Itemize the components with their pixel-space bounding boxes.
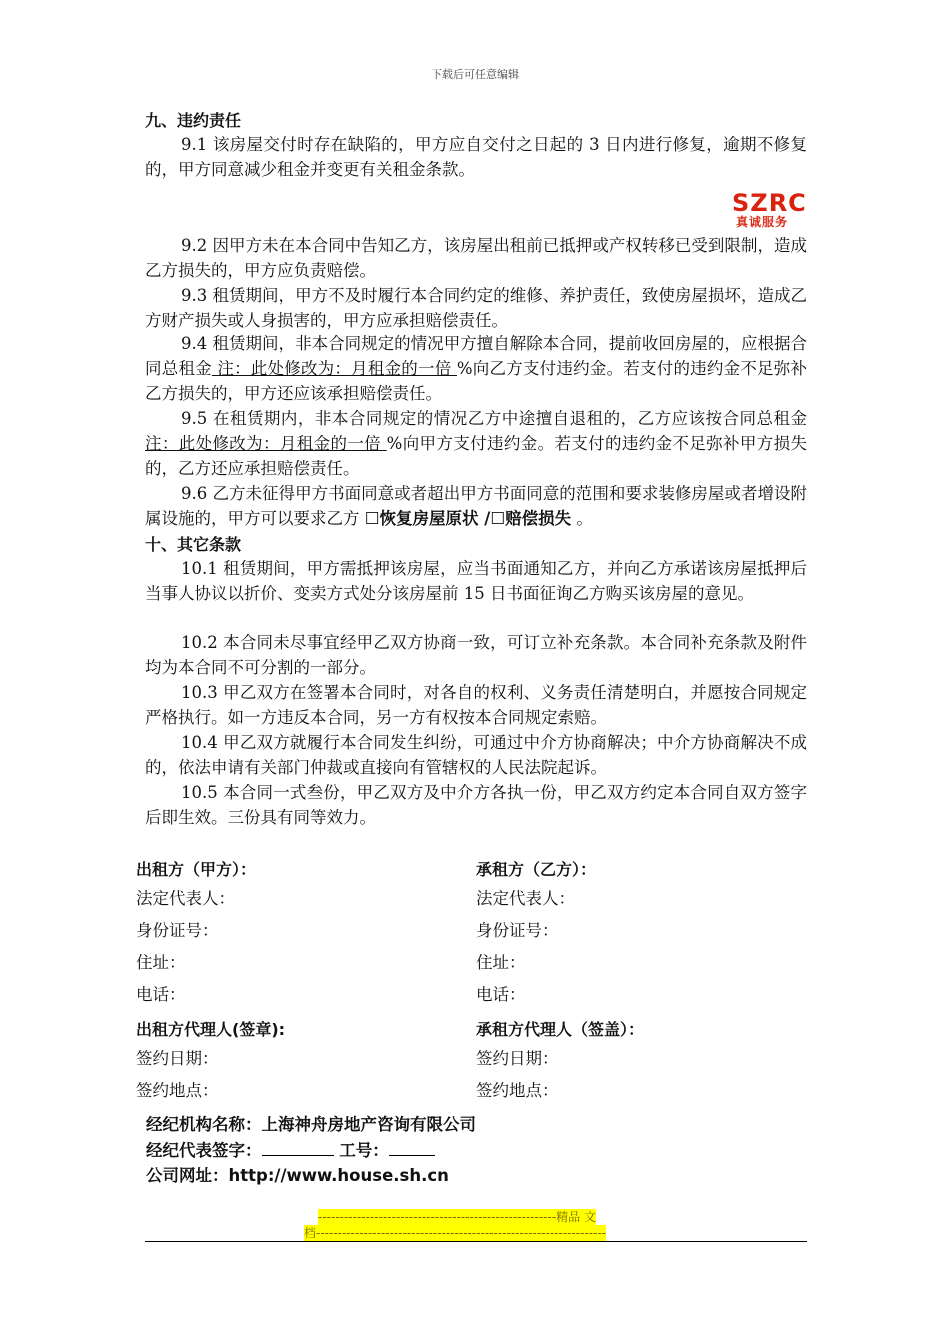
lessee-agent-label: 承租方代理人（签盖）： (476, 1020, 645, 1039)
clause-9-1-text: 9.1 该房屋交付时存在缺陷的，甲方应自交付之日起的 3 日内进行修复，逾期不修复的，甲方同意减少租金并变更有关租金条款。 (145, 135, 807, 179)
clause-9-4-text-a: 9.4 租赁期间，非本合同规定的情况甲方擅自解除本合同，提前收回房屋的，应根据合同总租金 (145, 334, 807, 378)
agency-sign-line (146, 1137, 435, 1161)
clause-10-4-text: 10.4 甲乙双方就履行本合同发生纠纷，可通过中介方协商解决；中介方协商解决不成的，依法申请有关部门仲裁或直接向有管辖权的人民法院起诉。 (145, 733, 807, 777)
clause-10-3-text: 10.3 甲乙双方在签署本合同时，对各自的权利、义务责任清楚明白，并愿按合同规定严格执行。如一方违反本合同，另一方有权按本合同规定索赔。 (145, 683, 807, 727)
clause-9-3-text: 9.3 租赁期间，甲方不及时履行本合同约定的维修、养护责任，致使房屋损坏，造成乙方财产损失或人身损害的，甲方应承担赔偿责任。 (145, 286, 807, 330)
logo-text: SZRC (732, 189, 807, 217)
clause-10-3 (145, 680, 807, 730)
header-note: 下载后可任意编辑 (431, 68, 519, 81)
lessor-address-label: 住址： (136, 953, 186, 972)
footer-line-1: -------------------------------------------------------精品 文 (318, 1210, 596, 1224)
logo-subtext: 真诚服务 (736, 215, 789, 229)
clause-9-2-text: 9.2 因甲方未在本合同中告知乙方，该房屋出租前已抵押或产权转移已受到限制，造成乙方损失的，甲方应负责赔偿。 (145, 236, 807, 280)
clause-9-6-options: ☐恢复房屋原状 /☐赔偿损失 (364, 509, 572, 528)
lessee-date-label: 签约日期： (476, 1049, 559, 1068)
lessor-id-label: 身份证号： (136, 921, 219, 940)
clause-9-2 (145, 233, 807, 283)
lessee-place-label: 签约地点： (476, 1081, 559, 1100)
section-10-title: 十、其它条款 (145, 535, 242, 554)
agency-no-blank (389, 1141, 435, 1156)
clause-9-3 (145, 283, 807, 333)
agency-sign-label: 经纪代表签字： (146, 1141, 262, 1160)
footer-rule (145, 1241, 807, 1242)
clause-10-4 (145, 730, 807, 780)
agency-name: 经纪机构名称：上海神舟房地产咨询有限公司 (146, 1115, 476, 1134)
szrc-logo (732, 191, 810, 231)
clause-10-5 (145, 780, 807, 830)
clause-9-6-end: 。 (571, 509, 593, 528)
lessor-phone-label: 电话： (136, 985, 186, 1004)
lessor-place-label: 签约地点： (136, 1081, 219, 1100)
lessee-address-label: 住址： (476, 953, 526, 972)
clause-10-5-text: 10.5 本合同一式叁份，甲乙双方及中介方各执一份，甲乙双方约定本合同自双方签字后即生效。三份具有同等效力。 (145, 783, 807, 827)
lessee-phone-label: 电话： (476, 985, 526, 1004)
clause-9-5 (145, 406, 807, 481)
clause-9-6 (145, 481, 807, 531)
clause-9-5-text-b: %向甲方支付违约金。若支付的违约金不足弥补甲方损失的，乙方还应承担赔偿责任。 (145, 434, 807, 478)
clause-9-6-text: 9.6 乙方未征得甲方书面同意或者超出甲方书面同意的范围和要求装修房屋或者增设附属设施的，甲方可以要求乙方 (145, 484, 807, 528)
clause-9-5-text-a: 9.5 在租赁期内，非本合同规定的情况乙方中途擅自退租的，乙方应该按合同总租金 (181, 409, 807, 428)
lessee-title: 承租方（乙方）： (476, 860, 597, 879)
clause-10-2-text: 10.2 本合同未尽事宜经甲乙双方协商一致，可订立补充条款。本合同补充条款及附件均为本合同不可分割的一部分。 (145, 633, 807, 677)
clause-9-4-amendment: 注：此处修改为：月租金的一倍 (211, 359, 457, 378)
lessee-id-label: 身份证号： (476, 921, 559, 940)
clause-9-4-text-b: %向乙方支付违约金。若支付的违约金不足弥补乙方损失的，甲方还应该承担赔偿责任。 (145, 359, 807, 403)
clause-9-1 (145, 132, 807, 182)
lessor-agent-label: 出租方代理人(签章): (136, 1020, 286, 1039)
clause-10-1-text: 10.1 租赁期间，甲方需抵押该房屋，应当书面通知乙方，并向乙方承诺该房屋抵押后当事人协议以折价、变卖方式处分该房屋前 15 日书面征询乙方购买该房屋的意见。 (145, 559, 807, 603)
section-9-title: 九、违约责任 (145, 111, 242, 130)
agency-sign-blank (262, 1141, 334, 1156)
clause-10-2 (145, 630, 807, 680)
lessor-date-label: 签约日期： (136, 1049, 219, 1068)
footer-line-2: 档------------------------------------------------------------------- (304, 1226, 607, 1240)
clause-9-4 (145, 331, 807, 406)
lessor-title: 出租方（甲方）： (136, 860, 257, 879)
agency-website: 公司网址：http://www.house.sh.cn (146, 1166, 449, 1185)
clause-9-5-amendment: 注：此处修改为：月租金的一倍 (145, 434, 387, 453)
lessee-rep-label: 法定代表人： (476, 889, 575, 908)
clause-10-1 (145, 556, 807, 606)
agency-no-label: 工号： (333, 1141, 389, 1160)
lessor-rep-label: 法定代表人： (136, 889, 235, 908)
